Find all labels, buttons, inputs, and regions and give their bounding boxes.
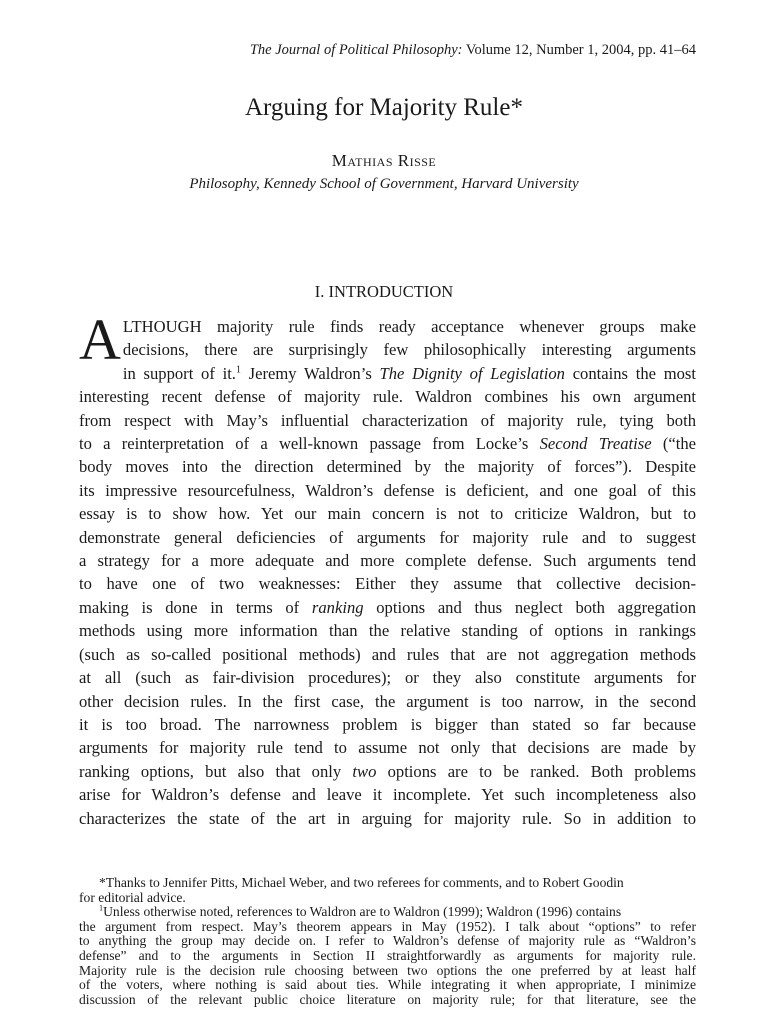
text-line: making is done in terms of ranking options and thus neglect both aggregation <box>79 597 696 617</box>
author-name: Mathias Risse <box>331 151 437 170</box>
running-head <box>250 42 696 59</box>
section-heading: I. INTRODUCTION <box>314 282 454 301</box>
text-line: in support of it.$^1$ Jeremy Waldron’s The Dignity of Legislation contains the most <box>122 363 696 383</box>
text-line: (such as so-called positional methods) and rules that are not aggregation methods <box>79 644 696 664</box>
footnote-line: the argument from respect. May’s theorem appears in May (1952). I talk about “options” to refer <box>79 918 696 934</box>
text-line: arguments for majority rule tend to assume not only that decisions are made by <box>79 738 696 758</box>
text-line: arise for Waldron’s defense and leave it incomplete. Yet such incompleteness also <box>79 785 696 805</box>
footnote-line: defense” and to the arguments in Section II straightforwardly as arguments for majority rule. <box>79 947 696 963</box>
text-line: methods using more information than the relative standing of options in rankings <box>79 621 696 641</box>
footnote-line: discussion of the relevant public choice literature on majority rule; for that literature, see the <box>79 991 696 1007</box>
journal-name: The Journal of Political Philosophy: <box>249 42 463 58</box>
text-line: interesting recent defense of majority rule. Waldron combines his own argument <box>79 387 696 407</box>
author-affiliation: Philosophy, Kennedy School of Government, Harvard University <box>189 176 579 192</box>
text-line: other decision rules. In the first case, the argument is too narrow, in the second <box>79 691 696 711</box>
article-title: Arguing for Majority Rule* <box>245 94 523 121</box>
footnote-marker[interactable]: 1 <box>235 364 241 376</box>
text-line: a strategy for a more adequate and more complete defense. Such arguments tend <box>79 551 696 571</box>
footnote-line: Majority rule is the decision rule choosing between two options the one preferred by at least half <box>79 962 696 978</box>
footnote-line: for editorial advice. <box>79 889 186 905</box>
text-line: its impressive resourcefulness, Waldron’s defense is deficient, and one goal of this <box>79 480 696 500</box>
body-text <box>79 307 696 830</box>
text-line: to a reinterpretation of a well-known passage from Locke’s Second Treatise (“the <box>79 434 696 454</box>
text-line: it is too broad. The narrowness problem is bigger than stated so far because <box>79 714 696 734</box>
text-line: LTHOUGH majority rule finds ready acceptance whenever groups make <box>122 317 696 336</box>
drop-cap: A <box>79 307 121 372</box>
footnotes <box>79 876 696 1007</box>
text-line: essay is to show how. Yet our main concern is not to criticize Waldron, but to <box>79 504 696 524</box>
text-line: demonstrate general deficiencies of arguments for majority rule and to suggest <box>79 527 696 547</box>
footnote-number: 1 <box>99 903 104 913</box>
text-line: decisions, there are surprisingly few philosophically interesting arguments <box>122 340 696 360</box>
text-line: from respect with May’s influential characterization of majority rule, tying both <box>79 410 696 430</box>
footnote-line: $^1$Unless otherwise noted, references to Waldron are to Waldron (1999); Waldron (1996) contains <box>99 903 622 920</box>
text-line: ranking options, but also that only two options are to be ranked. Both problems <box>79 761 696 781</box>
text-line: at all (such as fair-division procedures); or they also constitute arguments for <box>79 668 696 688</box>
journal-citation: Volume 12, Number 1, 2004, pp. 41–64 <box>465 42 696 58</box>
text-line: to have one of two weaknesses: Either they assume that collective decision- <box>79 574 696 594</box>
footnote-line: to anything the group may decide on. I refer to Waldron’s defense of majority rule as “Waldron’s <box>79 933 696 949</box>
text-line: body moves into the direction determined by the majority of forces”). Despite <box>79 457 696 477</box>
footnote-line: of the voters, where nothing is said about ties. While integrating it when appropriate, I minimize <box>79 977 696 993</box>
text-line: characterizes the state of the art in arguing for majority rule. So in addition to <box>79 808 696 828</box>
footnote-line: *Thanks to Jennifer Pitts, Michael Weber, and two referees for comments, and to Robert Goodin <box>99 875 624 890</box>
